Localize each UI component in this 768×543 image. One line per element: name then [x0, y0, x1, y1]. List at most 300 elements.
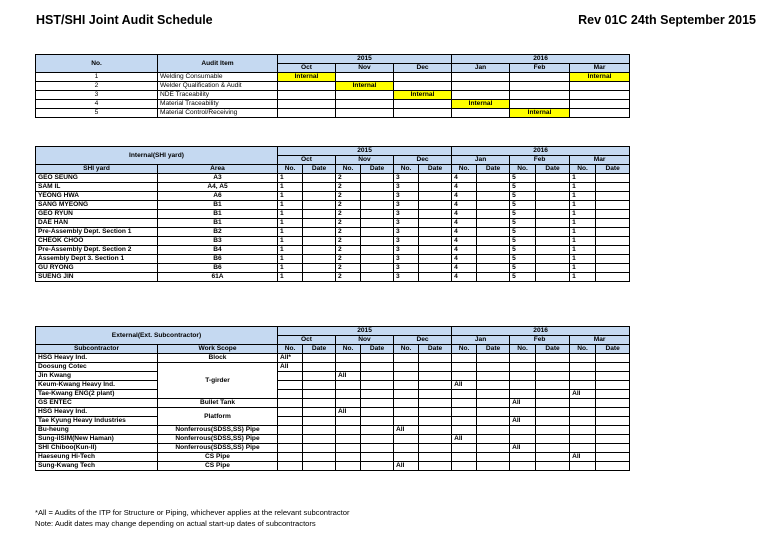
audit-date-cell: [596, 210, 630, 219]
audit-date-cell: [361, 408, 394, 417]
audit-no-cell: [336, 426, 361, 435]
table-row: [36, 228, 630, 237]
table-row: [36, 91, 630, 100]
external-subcontractor-table: [35, 326, 630, 471]
month-header: Mar: [570, 336, 630, 345]
audit-no-cell: 5: [510, 201, 536, 210]
audit-no-cell: 2: [336, 201, 361, 210]
audit-no-cell: [570, 372, 596, 381]
area-cell: A3: [158, 174, 278, 183]
audit-date-cell: [419, 246, 452, 255]
audit-no-cell: 4: [452, 174, 477, 183]
table-row: [36, 100, 630, 109]
area-cell: B6: [158, 255, 278, 264]
col-work-scope-header: Work Scope: [158, 345, 278, 354]
audit-date-cell: [419, 381, 452, 390]
audit-no-cell: [452, 354, 477, 363]
audit-date-cell: [361, 354, 394, 363]
audit-no-cell: [570, 462, 596, 471]
audit-no-cell: [510, 462, 536, 471]
table-row: [36, 453, 630, 462]
audit-date-cell: [536, 228, 570, 237]
audit-no-cell: 5: [510, 192, 536, 201]
table-row: [36, 73, 630, 82]
audit-no-cell: All: [510, 399, 536, 408]
audit-no-cell: 3: [394, 237, 419, 246]
yard-name: DAE HAN: [36, 219, 158, 228]
audit-date-cell: [596, 408, 630, 417]
table-row: [36, 174, 630, 183]
audit-no-cell: All: [570, 390, 596, 399]
revision-label: Rev 01C 24th September 2015: [578, 13, 756, 27]
audit-no-cell: [278, 462, 303, 471]
audit-no-cell: All: [570, 453, 596, 462]
audit-date-cell: [303, 255, 336, 264]
audit-no-cell: [452, 390, 477, 399]
audit-no-cell: 5: [510, 174, 536, 183]
col-audit-item-header: Audit Item: [158, 55, 278, 73]
audit-no-cell: 1: [278, 192, 303, 201]
table-row: [36, 372, 630, 381]
table-row: [36, 390, 630, 399]
audit-date-cell: [477, 363, 510, 372]
audit-no-cell: 1: [570, 201, 596, 210]
internal-yard-table: [35, 146, 630, 282]
audit-no-cell: 3: [394, 273, 419, 282]
audit-date-cell: [596, 354, 630, 363]
audit-date-cell: [361, 372, 394, 381]
audit-no-cell: 3: [394, 174, 419, 183]
audit-date-cell: [596, 381, 630, 390]
item-name: Welder Qualification & Audit: [158, 82, 278, 91]
audit-no-cell: 3: [394, 264, 419, 273]
audit-date-cell: [477, 246, 510, 255]
audit-date-cell: [419, 228, 452, 237]
audit-no-cell: 4: [452, 255, 477, 264]
audit-no-cell: 1: [278, 210, 303, 219]
audit-no-cell: 1: [570, 183, 596, 192]
audit-no-cell: 1: [570, 192, 596, 201]
audit-no-cell: 2: [336, 192, 361, 201]
audit-date-cell: [596, 390, 630, 399]
table-row: [36, 183, 630, 192]
audit-no-cell: 4: [452, 219, 477, 228]
audit-no-cell: [278, 399, 303, 408]
col-date-subheader: Date: [596, 345, 630, 354]
year-2016-header: 2016: [452, 327, 630, 336]
audit-no-cell: [570, 408, 596, 417]
audit-date-cell: [361, 390, 394, 399]
audit-date-cell: [419, 390, 452, 399]
table-row: [36, 264, 630, 273]
audit-date-cell: [536, 183, 570, 192]
audit-date-cell: [303, 201, 336, 210]
audit-date-cell: [596, 426, 630, 435]
item-no: 3: [36, 91, 158, 100]
audit-date-cell: [419, 417, 452, 426]
audit-date-cell: [303, 453, 336, 462]
audit-no-cell: 5: [510, 219, 536, 228]
work-scope-cell: Nonferrous(SDSS,SS) Pipe: [158, 435, 278, 444]
audit-no-cell: [452, 372, 477, 381]
audit-no-cell: [510, 390, 536, 399]
audit-date-cell: [536, 417, 570, 426]
audit-no-cell: 2: [336, 255, 361, 264]
audit-no-cell: 1: [278, 183, 303, 192]
audit-date-cell: [419, 435, 452, 444]
month-header: Feb: [510, 64, 570, 73]
audit-date-cell: [477, 210, 510, 219]
audit-no-cell: 1: [278, 255, 303, 264]
year-2015-header: 2015: [278, 147, 452, 156]
audit-date-cell: [477, 444, 510, 453]
audit-date-cell: [303, 228, 336, 237]
table-row: [36, 237, 630, 246]
audit-date-cell: [303, 381, 336, 390]
audit-no-cell: All: [452, 381, 477, 390]
audit-no-cell: 1: [570, 219, 596, 228]
audit-no-cell: [570, 363, 596, 372]
audit-date-cell: [303, 408, 336, 417]
audit-date-cell: [361, 246, 394, 255]
audit-no-cell: 5: [510, 264, 536, 273]
audit-date-cell: [477, 183, 510, 192]
table-row: [36, 399, 630, 408]
audit-no-cell: [510, 354, 536, 363]
audit-date-cell: [361, 453, 394, 462]
col-date-subheader: Date: [303, 345, 336, 354]
audit-date-cell: [536, 264, 570, 273]
audit-date-cell: [596, 444, 630, 453]
audit-date-cell: [419, 444, 452, 453]
internal-marker: Internal: [394, 91, 452, 100]
audit-no-cell: 3: [394, 210, 419, 219]
audit-no-cell: [336, 435, 361, 444]
audit-no-cell: 5: [510, 273, 536, 282]
audit-no-cell: 1: [278, 228, 303, 237]
audit-no-cell: 5: [510, 237, 536, 246]
footnote-dates: Note: Audit dates may change depending on actual start-up dates of subcontractors: [35, 519, 316, 528]
audit-no-cell: 3: [394, 192, 419, 201]
month-header: Mar: [570, 64, 630, 73]
col-no-subheader: No.: [570, 345, 596, 354]
audit-no-cell: All: [336, 408, 361, 417]
audit-date-cell: [419, 255, 452, 264]
internal-marker: Internal: [570, 73, 630, 82]
col-no-subheader: No.: [570, 165, 596, 174]
subcontractor-name: SHI Chiboo(Kun-Il): [36, 444, 158, 453]
audit-date-cell: [536, 237, 570, 246]
col-date-subheader: Date: [596, 165, 630, 174]
item-no: 2: [36, 82, 158, 91]
table-row: [36, 444, 630, 453]
audit-date-cell: [536, 273, 570, 282]
subcontractor-name: Haeseung Hi-Tech: [36, 453, 158, 462]
audit-date-cell: [419, 201, 452, 210]
audit-date-cell: [596, 363, 630, 372]
audit-no-cell: 5: [510, 183, 536, 192]
audit-date-cell: [361, 363, 394, 372]
audit-date-cell: [536, 219, 570, 228]
audit-date-cell: [596, 183, 630, 192]
audit-date-cell: [477, 435, 510, 444]
audit-date-cell: [596, 237, 630, 246]
audit-date-cell: [596, 453, 630, 462]
audit-no-cell: [278, 381, 303, 390]
audit-date-cell: [536, 210, 570, 219]
item-name: Material Traceability: [158, 100, 278, 109]
audit-no-cell: 2: [336, 174, 361, 183]
audit-date-cell: [596, 435, 630, 444]
audit-date-cell: [303, 390, 336, 399]
month-header: Oct: [278, 336, 336, 345]
col-area-header: Area: [158, 165, 278, 174]
audit-date-cell: [536, 363, 570, 372]
audit-no-cell: 5: [510, 255, 536, 264]
audit-no-cell: [278, 435, 303, 444]
audit-date-cell: [303, 444, 336, 453]
audit-no-cell: [510, 363, 536, 372]
table-row: [36, 408, 630, 417]
audit-no-cell: All*: [278, 354, 303, 363]
audit-no-cell: [336, 462, 361, 471]
audit-no-cell: 2: [336, 264, 361, 273]
audit-date-cell: [477, 354, 510, 363]
audit-no-cell: [394, 372, 419, 381]
audit-date-cell: [419, 210, 452, 219]
yard-name: Assembly Dept 3. Section 1: [36, 255, 158, 264]
audit-date-cell: [536, 255, 570, 264]
table-row: [36, 201, 630, 210]
internal-title: Internal(SHI yard): [36, 147, 278, 165]
work-scope-cell: Nonferrous(SDSS,SS) Pipe: [158, 444, 278, 453]
work-scope-cell: Bullet Tank: [158, 399, 278, 408]
audit-date-cell: [419, 372, 452, 381]
col-no-subheader: No.: [278, 165, 303, 174]
audit-no-cell: 1: [570, 273, 596, 282]
audit-date-cell: [596, 372, 630, 381]
audit-no-cell: 2: [336, 219, 361, 228]
audit-date-cell: [361, 444, 394, 453]
audit-date-cell: [361, 201, 394, 210]
audit-no-cell: [452, 462, 477, 471]
col-no-header: No.: [36, 55, 158, 73]
month-header: Feb: [510, 156, 570, 165]
table-row: [36, 273, 630, 282]
work-scope-cell: Nonferrous(SDSS,SS) Pipe: [158, 426, 278, 435]
month-header: Dec: [394, 156, 452, 165]
audit-date-cell: [477, 255, 510, 264]
item-no: 1: [36, 73, 158, 82]
audit-date-cell: [361, 435, 394, 444]
audit-date-cell: [477, 273, 510, 282]
audit-date-cell: [303, 399, 336, 408]
area-cell: B6: [158, 264, 278, 273]
audit-date-cell: [361, 255, 394, 264]
audit-date-cell: [361, 174, 394, 183]
audit-no-cell: 1: [278, 201, 303, 210]
audit-no-cell: 3: [394, 201, 419, 210]
area-cell: B3: [158, 237, 278, 246]
audit-no-cell: 4: [452, 210, 477, 219]
yard-name: Pre-Assembly Dept. Section 2: [36, 246, 158, 255]
subcontractor-name: Tae-Kwang ENG(2 plant): [36, 390, 158, 399]
area-cell: A4, A5: [158, 183, 278, 192]
audit-date-cell: [596, 201, 630, 210]
yard-name: SAM IL: [36, 183, 158, 192]
audit-no-cell: [570, 354, 596, 363]
audit-date-cell: [361, 228, 394, 237]
internal-marker: Internal: [336, 82, 394, 91]
audit-date-cell: [303, 435, 336, 444]
year-2016-header: 2016: [452, 147, 630, 156]
audit-no-cell: 4: [452, 192, 477, 201]
audit-date-cell: [361, 381, 394, 390]
table-row: [36, 219, 630, 228]
col-date-subheader: Date: [477, 345, 510, 354]
audit-no-cell: All: [336, 372, 361, 381]
audit-no-cell: [278, 453, 303, 462]
item-name: Welding Consumable: [158, 73, 278, 82]
audit-date-cell: [419, 183, 452, 192]
audit-date-cell: [419, 264, 452, 273]
audit-date-cell: [419, 174, 452, 183]
audit-date-cell: [303, 174, 336, 183]
audit-no-cell: 5: [510, 228, 536, 237]
col-no-subheader: No.: [394, 345, 419, 354]
audit-no-cell: 3: [394, 255, 419, 264]
audit-no-cell: [336, 363, 361, 372]
table-row: [36, 462, 630, 471]
audit-no-cell: 3: [394, 228, 419, 237]
col-date-subheader: Date: [536, 165, 570, 174]
audit-no-cell: All: [510, 417, 536, 426]
audit-no-cell: [394, 399, 419, 408]
footnote-all: *All = Audits of the ITP for Structure or Piping, whichever applies at the relevant subcontractor: [35, 508, 350, 517]
yard-name: GEO RYUN: [36, 210, 158, 219]
audit-date-cell: [361, 219, 394, 228]
audit-no-cell: [452, 417, 477, 426]
yard-name: CHEOK CHOO: [36, 237, 158, 246]
audit-no-cell: [336, 381, 361, 390]
audit-no-cell: [394, 435, 419, 444]
table-row: [36, 354, 630, 363]
audit-date-cell: [477, 453, 510, 462]
audit-no-cell: [336, 417, 361, 426]
audit-no-cell: [452, 453, 477, 462]
audit-date-cell: [477, 219, 510, 228]
table-row: [36, 363, 630, 372]
subcontractor-name: HSG Heavy Ind.: [36, 354, 158, 363]
audit-no-cell: [452, 408, 477, 417]
audit-date-cell: [303, 210, 336, 219]
year-2015-header: 2015: [278, 55, 452, 64]
audit-date-cell: [477, 237, 510, 246]
subcontractor-name: Jin Kwang: [36, 372, 158, 381]
audit-no-cell: [278, 390, 303, 399]
audit-date-cell: [303, 417, 336, 426]
col-no-subheader: No.: [510, 345, 536, 354]
month-header: Nov: [336, 64, 394, 73]
audit-no-cell: 1: [278, 219, 303, 228]
audit-date-cell: [536, 192, 570, 201]
audit-no-cell: 3: [394, 219, 419, 228]
audit-date-cell: [361, 462, 394, 471]
month-header: Oct: [278, 156, 336, 165]
audit-no-cell: 3: [394, 246, 419, 255]
audit-date-cell: [419, 399, 452, 408]
work-scope-cell: Platform: [158, 408, 278, 426]
audit-date-cell: [361, 192, 394, 201]
audit-no-cell: [570, 381, 596, 390]
col-no-subheader: No.: [452, 345, 477, 354]
audit-date-cell: [477, 390, 510, 399]
audit-date-cell: [536, 381, 570, 390]
month-header: Dec: [394, 64, 452, 73]
audit-no-cell: [336, 354, 361, 363]
subcontractor-name: Keum-Kwang Heavy Ind.: [36, 381, 158, 390]
col-date-subheader: Date: [419, 165, 452, 174]
work-scope-cell: CS Pipe: [158, 462, 278, 471]
month-header: Oct: [278, 64, 336, 73]
audit-no-cell: [510, 408, 536, 417]
area-cell: A6: [158, 192, 278, 201]
audit-date-cell: [477, 399, 510, 408]
audit-no-cell: All: [394, 426, 419, 435]
audit-no-cell: 1: [570, 246, 596, 255]
internal-marker: Internal: [278, 73, 336, 82]
audit-date-cell: [536, 354, 570, 363]
subcontractor-name: Sung-Kwang Tech: [36, 462, 158, 471]
col-no-subheader: No.: [336, 165, 361, 174]
audit-date-cell: [477, 372, 510, 381]
month-header: Dec: [394, 336, 452, 345]
audit-no-cell: 1: [570, 255, 596, 264]
table-row: [36, 435, 630, 444]
month-header: Jan: [452, 336, 510, 345]
audit-no-cell: 1: [570, 228, 596, 237]
yard-name: GEO SEUNG: [36, 174, 158, 183]
audit-no-cell: 1: [278, 246, 303, 255]
yard-name: SUENG JIN: [36, 273, 158, 282]
audit-date-cell: [419, 237, 452, 246]
audit-no-cell: [452, 399, 477, 408]
audit-no-cell: 1: [278, 174, 303, 183]
yard-name: Pre-Assembly Dept. Section 1: [36, 228, 158, 237]
audit-date-cell: [303, 219, 336, 228]
audit-no-cell: [510, 435, 536, 444]
audit-no-cell: [452, 444, 477, 453]
table-row: [36, 426, 630, 435]
audit-no-cell: [336, 444, 361, 453]
audit-date-cell: [536, 408, 570, 417]
audit-date-cell: [477, 201, 510, 210]
month-header: Nov: [336, 336, 394, 345]
area-cell: B4: [158, 246, 278, 255]
audit-date-cell: [477, 192, 510, 201]
table-row: [36, 82, 630, 91]
audit-no-cell: [394, 363, 419, 372]
area-cell: B1: [158, 201, 278, 210]
audit-date-cell: [361, 273, 394, 282]
audit-date-cell: [536, 201, 570, 210]
subcontractor-name: GS ENTEC: [36, 399, 158, 408]
audit-no-cell: [570, 426, 596, 435]
area-cell: 61A: [158, 273, 278, 282]
audit-no-cell: 4: [452, 201, 477, 210]
audit-date-cell: [303, 426, 336, 435]
table-row: [36, 255, 630, 264]
